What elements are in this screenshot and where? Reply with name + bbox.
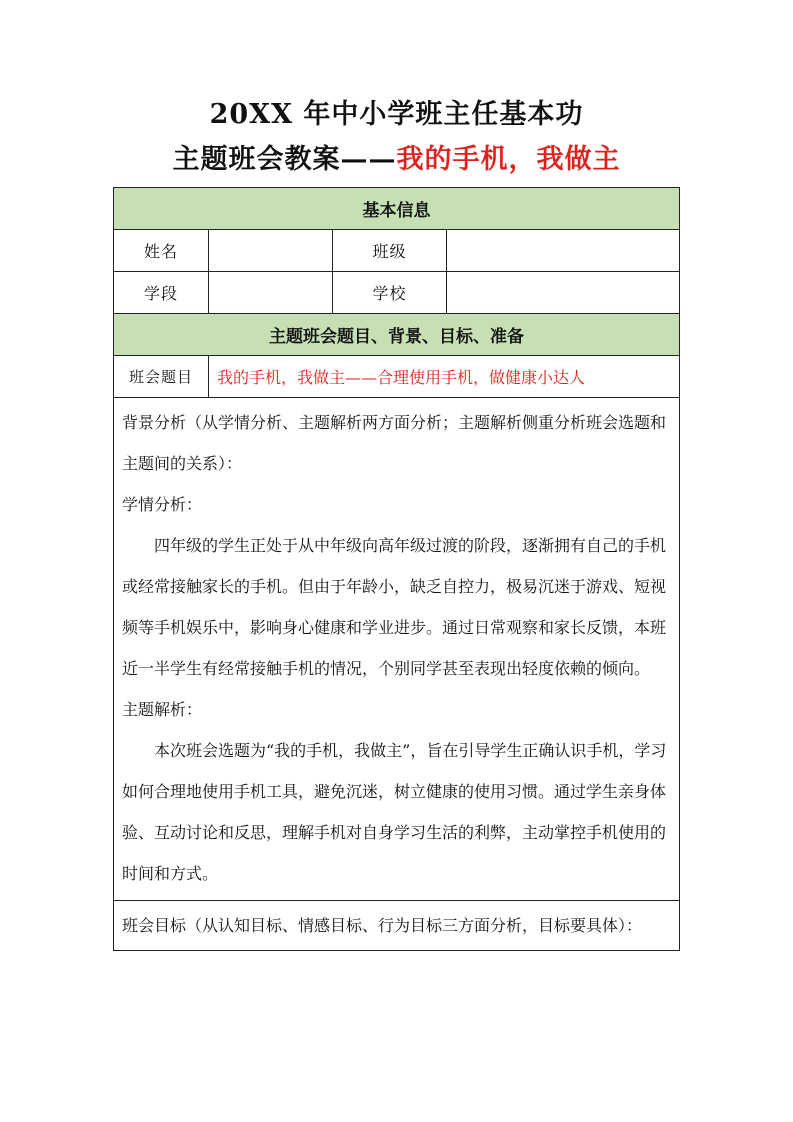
stage-field[interactable] <box>209 272 333 314</box>
lesson-plan-table <box>113 187 680 951</box>
school-field[interactable] <box>447 272 680 314</box>
theme-analysis-text: 本次班会选题为“我的手机，我做主”，旨在引导学生正确认识手机，学习如何合理地使用手机工具，避免沉迷，树立健康的使用习惯。通过学生亲身体验、互动讨论和反思，理解手机对自身学习生活的利弊，主动掌控手机使用的时间和方式。 <box>122 741 667 883</box>
document-title-line1: 20XX 年中小学班主任基本功 <box>209 99 584 130</box>
topic-value: 我的手机，我做主——合理使用手机，做健康小达人 <box>209 356 680 398</box>
goals-intro: 班会目标（从认知目标、情感目标、行为目标三方面分析，目标要具体）： <box>122 916 643 935</box>
document-title-line2 <box>0 137 793 176</box>
school-label: 学校 <box>333 272 447 314</box>
background-intro: 背景分析（从学情分析、主题解析两方面分析；主题解析侧重分析班会选题和主题间的关系）： <box>122 413 667 473</box>
stage-label: 学段 <box>114 272 209 314</box>
class-label: 班级 <box>333 230 447 272</box>
section2-header: 主题班会题目、背景、目标、准备 <box>114 314 680 356</box>
name-label: 姓名 <box>114 230 209 272</box>
goals-cell <box>114 901 680 951</box>
theme-analysis-heading: 主题解析： <box>122 700 203 719</box>
class-field[interactable] <box>447 230 680 272</box>
basic-info-header: 基本信息 <box>114 188 680 230</box>
title-prefix: 主题班会教案—— <box>172 144 397 175</box>
topic-label: 班会题目 <box>114 356 209 398</box>
title-topic: 我的手机，我做主 <box>396 144 621 175</box>
student-analysis-heading: 学情分析： <box>122 495 203 514</box>
name-field[interactable] <box>209 230 333 272</box>
background-analysis-cell <box>114 398 680 901</box>
student-analysis-text: 四年级的学生正处于从中年级向高年级过渡的阶段，逐渐拥有自己的手机或经常接触家长的手机。但由于年龄小，缺乏自控力，极易沉迷于游戏、短视频等手机娱乐中，影响身心健康和学业进步。通过日常观察和家长反馈，本班近一半学生有经常接触手机的情况，个别同学甚至表现出轻度依赖的倾向。 <box>122 536 667 678</box>
